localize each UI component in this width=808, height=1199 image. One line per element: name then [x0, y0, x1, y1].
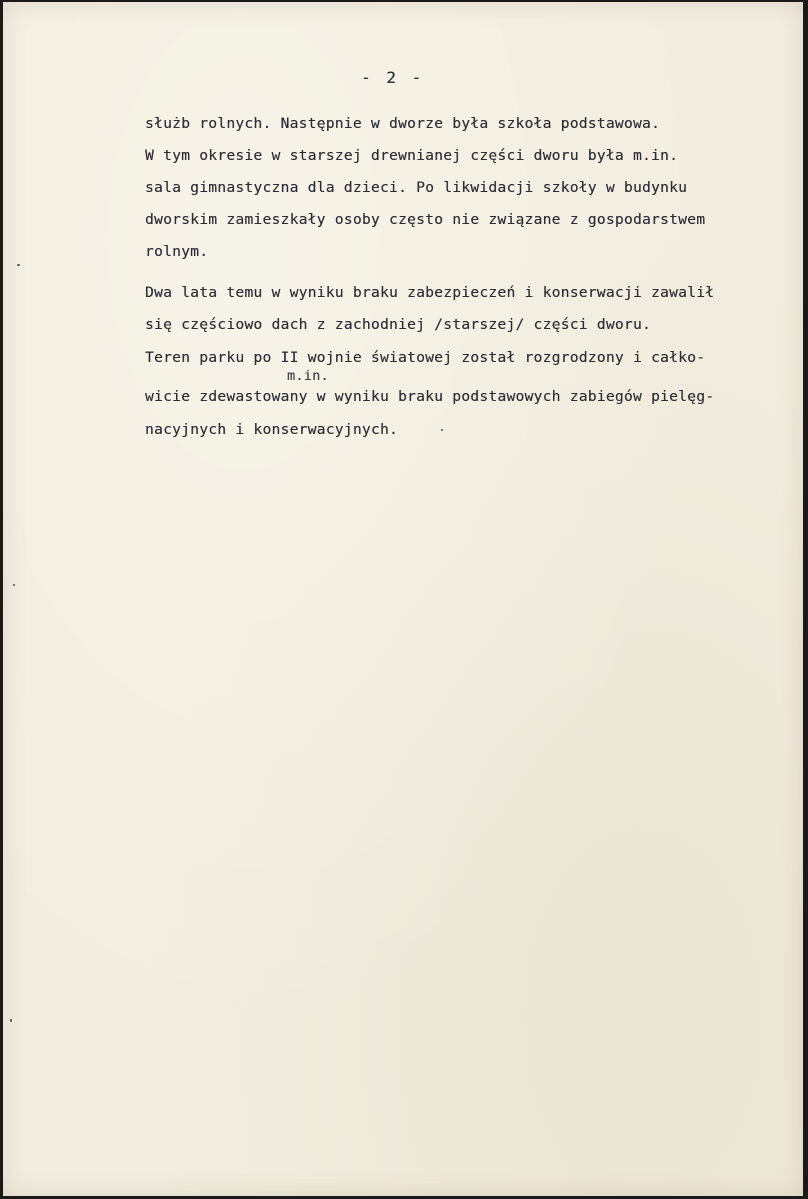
page-number: - 2 -: [361, 68, 425, 87]
text-line: Teren parku po II wojnie światowej został rozgrodzony i całko-: [145, 349, 706, 366]
interlinear-insertion: m.in.: [287, 368, 329, 384]
document-page: [3, 2, 803, 1196]
text-line: W tym okresie w starszej drewnianej części dworu była m.in.: [145, 147, 679, 164]
text-line: rolnym.: [145, 243, 209, 260]
text-line: nacyjnych i konserwacyjnych.: [145, 421, 399, 438]
text-line: sala gimnastyczna dla dzieci. Po likwidacji szkoły w budynku: [145, 179, 688, 196]
text-line: Dwa lata temu w wyniku braku zabezpieczeń i konserwacji zawalił: [145, 284, 715, 301]
text-line: służb rolnych. Następnie w dworze była szkoła podstawowa.: [145, 115, 661, 132]
text-line: się częściowo dach z zachodniej /starszej/ części dworu.: [145, 316, 652, 333]
text-line: wicie zdewastowany w wyniku braku podstawowych zabiegów pielęg-: [145, 388, 715, 405]
text-line: dworskim zamieszkały osoby często nie związane z gospodarstwem: [145, 211, 706, 228]
